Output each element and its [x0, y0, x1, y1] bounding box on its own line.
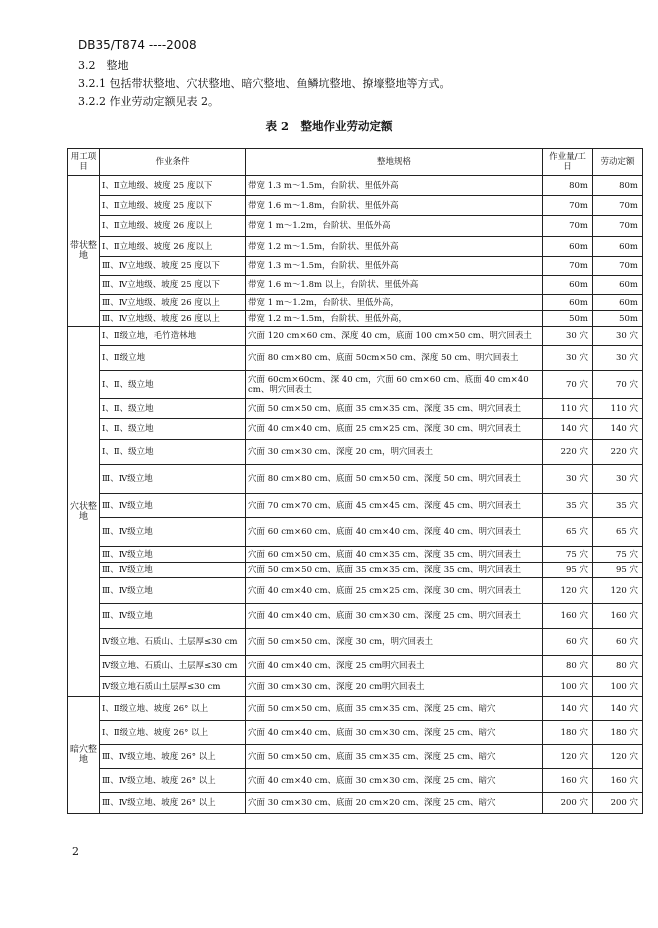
labor-quota-cell: 140 穴 — [593, 697, 643, 721]
labor-quota-cell: 60m — [593, 295, 643, 311]
column-header: 作业条件 — [100, 149, 246, 176]
labor-quota-cell: 120 穴 — [593, 745, 643, 769]
section-paragraph-2: 3.2.2 作业劳动定额见表 2。 — [78, 95, 219, 108]
condition-cell: Ⅲ、Ⅳ级立地 — [100, 465, 246, 494]
daily-amount-cell: 95 穴 — [543, 563, 593, 578]
specification-cell: 穴面 80 cm×80 cm、底面 50 cm×50 cm、深度 50 cm、明穴回表土 — [246, 465, 543, 494]
labor-quota-cell: 220 穴 — [593, 440, 643, 465]
table-row — [68, 327, 643, 346]
section-heading: 3.2 整地 — [78, 59, 129, 72]
daily-amount-cell: 160 穴 — [543, 604, 593, 629]
table-row — [68, 629, 643, 656]
specification-cell: 穴面 40 cm×40 cm、底面 25 cm×25 cm、深度 30 cm、明穴回表土 — [246, 419, 543, 440]
page-number: 2 — [72, 845, 79, 858]
labor-quota-cell: 60m — [593, 237, 643, 257]
condition-cell: Ⅲ、Ⅳ级立地 — [100, 494, 246, 518]
table-row — [68, 257, 643, 276]
table-row — [68, 440, 643, 465]
specification-cell: 带宽 1.2 m～1.5m，台阶状、里低外高 — [246, 237, 543, 257]
daily-amount-cell: 35 穴 — [543, 494, 593, 518]
daily-amount-cell: 30 穴 — [543, 346, 593, 371]
column-header: 劳动定额 — [593, 149, 643, 176]
labor-quota-cell: 30 穴 — [593, 465, 643, 494]
condition-cell: Ⅰ、Ⅱ立地级、坡度 26 度以上 — [100, 237, 246, 257]
specification-cell: 穴面 40 cm×40 cm、底面 30 cm×30 cm、深度 25 cm、暗穴 — [246, 721, 543, 745]
table-row — [68, 697, 643, 721]
condition-cell: Ⅰ、Ⅱ立地级、坡度 26 度以上 — [100, 216, 246, 237]
condition-cell: Ⅲ、Ⅳ级立地、坡度 26° 以上 — [100, 793, 246, 814]
labor-quota-cell: 110 穴 — [593, 399, 643, 419]
specification-cell: 穴面 50 cm×50 cm、底面 35 cm×35 cm、深度 25 cm、暗穴 — [246, 697, 543, 721]
labor-quota-cell: 95 穴 — [593, 563, 643, 578]
daily-amount-cell: 70m — [543, 216, 593, 237]
daily-amount-cell: 120 穴 — [543, 578, 593, 604]
table-row — [68, 276, 643, 295]
daily-amount-cell: 220 穴 — [543, 440, 593, 465]
daily-amount-cell: 30 穴 — [543, 327, 593, 346]
daily-amount-cell: 100 穴 — [543, 677, 593, 697]
labor-quota-cell: 60 穴 — [593, 629, 643, 656]
specification-cell: 穴面 60cm×60cm、深 40 cm，穴面 60 cm×60 cm、底面 40 cm×40 cm、明穴回表土 — [246, 371, 543, 399]
section-paragraph-1: 3.2.1 包括带状整地、穴状整地、暗穴整地、鱼鳞坑整地、撩壕整地等方式。 — [78, 77, 451, 90]
table-row — [68, 518, 643, 547]
condition-cell: Ⅰ、Ⅱ、级立地 — [100, 399, 246, 419]
column-header: 用工项目 — [68, 149, 100, 176]
daily-amount-cell: 140 穴 — [543, 419, 593, 440]
condition-cell: Ⅲ、Ⅳ级立地 — [100, 547, 246, 563]
table-row — [68, 346, 643, 371]
condition-cell: Ⅰ、Ⅱ、级立地 — [100, 371, 246, 399]
daily-amount-cell: 200 穴 — [543, 793, 593, 814]
condition-cell: Ⅲ、Ⅳ级立地 — [100, 563, 246, 578]
daily-amount-cell: 60m — [543, 295, 593, 311]
column-header: 作业量/工日 — [543, 149, 593, 176]
table-row — [68, 721, 643, 745]
labor-quota-cell: 70m — [593, 257, 643, 276]
specification-cell: 穴面 30 cm×30 cm、深度 20 cm明穴回表土 — [246, 677, 543, 697]
table-row — [68, 578, 643, 604]
daily-amount-cell: 75 穴 — [543, 547, 593, 563]
table-row — [68, 311, 643, 327]
condition-cell: Ⅲ、Ⅳ级立地 — [100, 604, 246, 629]
specification-cell: 穴面 40 cm×40 cm、底面 30 cm×30 cm、深度 25 cm、明穴回表土 — [246, 604, 543, 629]
table-row — [68, 465, 643, 494]
condition-cell: Ⅲ、Ⅳ级立地 — [100, 518, 246, 547]
condition-cell: Ⅰ、Ⅱ级立地，毛竹造林地 — [100, 327, 246, 346]
specification-cell: 带宽 1.2 m～1.5m，台阶状、里低外高， — [246, 311, 543, 327]
specification-cell: 穴面 50 cm×50 cm、底面 35 cm×35 cm、深度 25 cm、暗穴 — [246, 745, 543, 769]
labor-quota-cell: 70m — [593, 196, 643, 216]
table-title: 表 2 整地作业劳动定额 — [265, 119, 393, 133]
condition-cell: Ⅲ、Ⅳ立地级、坡度 26 度以上 — [100, 311, 246, 327]
specification-cell: 带宽 1.6 m～1.8m，台阶状、里低外高 — [246, 196, 543, 216]
specification-cell: 穴面 50 cm×50 cm、深度 30 cm，明穴回表土 — [246, 629, 543, 656]
specification-cell: 穴面 40 cm×40 cm、底面 30 cm×30 cm、深度 25 cm、暗穴 — [246, 769, 543, 793]
condition-cell: Ⅰ、Ⅱ、级立地 — [100, 440, 246, 465]
table-row — [68, 745, 643, 769]
specification-cell: 带宽 1 m～1.2m，台阶状、里低外高， — [246, 295, 543, 311]
daily-amount-cell: 120 穴 — [543, 745, 593, 769]
condition-cell: Ⅰ、Ⅱ级立地、坡度 26° 以上 — [100, 697, 246, 721]
table-row — [68, 563, 643, 578]
condition-cell: Ⅳ级立地石质山土层厚≤30 cm — [100, 677, 246, 697]
condition-cell: Ⅳ级立地、石质山、土层厚≤30 cm — [100, 629, 246, 656]
daily-amount-cell: 160 穴 — [543, 769, 593, 793]
table-row — [68, 547, 643, 563]
table-row — [68, 677, 643, 697]
specification-cell: 穴面 30 cm×30 cm、深度 20 cm，明穴回表土 — [246, 440, 543, 465]
labor-quota-cell: 200 穴 — [593, 793, 643, 814]
specification-cell: 穴面 80 cm×80 cm、底面 50cm×50 cm、深度 50 cm、明穴回表土 — [246, 346, 543, 371]
condition-cell: Ⅲ、Ⅳ级立地、坡度 26° 以上 — [100, 769, 246, 793]
daily-amount-cell: 110 穴 — [543, 399, 593, 419]
work-category-cell: 带状整地 — [68, 176, 100, 327]
labor-quota-cell: 30 穴 — [593, 327, 643, 346]
specification-cell: 穴面 40 cm×40 cm、底面 25 cm×25 cm、深度 30 cm、明穴回表土 — [246, 578, 543, 604]
labor-quota-cell: 120 穴 — [593, 578, 643, 604]
condition-cell: Ⅲ、Ⅳ立地级、坡度 25 度以下 — [100, 276, 246, 295]
condition-cell: Ⅲ、Ⅳ立地级、坡度 26 度以上 — [100, 295, 246, 311]
labor-quota-cell: 160 穴 — [593, 769, 643, 793]
daily-amount-cell: 80m — [543, 176, 593, 196]
labor-quota-cell: 35 穴 — [593, 494, 643, 518]
labor-quota-cell: 80m — [593, 176, 643, 196]
table-row — [68, 604, 643, 629]
labor-quota-cell: 30 穴 — [593, 346, 643, 371]
labor-quota-cell: 160 穴 — [593, 604, 643, 629]
specification-cell: 穴面 40 cm×40 cm、深度 25 cm明穴回表土 — [246, 656, 543, 677]
table-row — [68, 237, 643, 257]
daily-amount-cell: 60m — [543, 237, 593, 257]
labor-quota-cell: 75 穴 — [593, 547, 643, 563]
specification-cell: 带宽 1 m～1.2m，台阶状、里低外高 — [246, 216, 543, 237]
table-row — [68, 176, 643, 196]
condition-cell: Ⅰ、Ⅱ、级立地 — [100, 419, 246, 440]
column-header: 整地规格 — [246, 149, 543, 176]
condition-cell: Ⅲ、Ⅳ级立地 — [100, 578, 246, 604]
daily-amount-cell: 60 穴 — [543, 629, 593, 656]
document-code: DB35/T874 ----2008 — [78, 38, 197, 52]
specification-cell: 穴面 70 cm×70 cm、底面 45 cm×45 cm、深度 45 cm、明穴回表土 — [246, 494, 543, 518]
specification-cell: 带宽 1.3 m～1.5m，台阶状、里低外高 — [246, 257, 543, 276]
table-row — [68, 494, 643, 518]
condition-cell: Ⅲ、Ⅳ级立地、坡度 26° 以上 — [100, 745, 246, 769]
table-row — [68, 216, 643, 237]
specification-cell: 带宽 1.3 m～1.5m，台阶状、里低外高 — [246, 176, 543, 196]
condition-cell: Ⅳ级立地、石质山、土层厚≤30 cm — [100, 656, 246, 677]
specification-cell: 带宽 1.6 m～1.8m 以上，台阶状、里低外高 — [246, 276, 543, 295]
labor-quota-cell: 180 穴 — [593, 721, 643, 745]
labor-quota-cell: 65 穴 — [593, 518, 643, 547]
table-row — [68, 371, 643, 399]
specification-cell: 穴面 50 cm×50 cm、底面 35 cm×35 cm、深度 35 cm、明穴回表土 — [246, 399, 543, 419]
daily-amount-cell: 180 穴 — [543, 721, 593, 745]
condition-cell: Ⅰ、Ⅱ级立地、坡度 26° 以上 — [100, 721, 246, 745]
specification-cell: 穴面 60 cm×50 cm、底面 40 cm×35 cm、深度 35 cm、明穴回表土 — [246, 547, 543, 563]
condition-cell: Ⅰ、Ⅱ立地级、坡度 25 度以下 — [100, 196, 246, 216]
specification-cell: 穴面 120 cm×60 cm、深度 40 cm，底面 100 cm×50 cm、明穴回表土 — [246, 327, 543, 346]
daily-amount-cell: 70 穴 — [543, 371, 593, 399]
table-row — [68, 196, 643, 216]
daily-amount-cell: 70m — [543, 196, 593, 216]
labor-quota-cell: 80 穴 — [593, 656, 643, 677]
table-body — [68, 176, 643, 814]
daily-amount-cell: 50m — [543, 311, 593, 327]
labor-quota-cell: 70 穴 — [593, 371, 643, 399]
condition-cell: Ⅰ、Ⅱ立地级、坡度 25 度以下 — [100, 176, 246, 196]
specification-cell: 穴面 60 cm×60 cm、底面 40 cm×40 cm、深度 40 cm、明穴回表土 — [246, 518, 543, 547]
labor-quota-cell: 50m — [593, 311, 643, 327]
condition-cell: Ⅲ、Ⅳ立地级、坡度 25 度以下 — [100, 257, 246, 276]
table-row — [68, 793, 643, 814]
table-row — [68, 419, 643, 440]
table-row — [68, 399, 643, 419]
daily-amount-cell: 140 穴 — [543, 697, 593, 721]
labor-quota-cell: 60m — [593, 276, 643, 295]
specification-cell: 穴面 30 cm×30 cm、底面 20 cm×20 cm、深度 25 cm、暗穴 — [246, 793, 543, 814]
table-row — [68, 295, 643, 311]
labor-quota-table — [67, 148, 643, 814]
table-row — [68, 656, 643, 677]
daily-amount-cell: 80 穴 — [543, 656, 593, 677]
daily-amount-cell: 70m — [543, 257, 593, 276]
table-row — [68, 769, 643, 793]
condition-cell: Ⅰ、Ⅱ级立地 — [100, 346, 246, 371]
daily-amount-cell: 65 穴 — [543, 518, 593, 547]
work-category-cell: 暗穴整地 — [68, 697, 100, 814]
specification-cell: 穴面 50 cm×50 cm、底面 35 cm×35 cm、深度 35 cm、明穴回表土 — [246, 563, 543, 578]
daily-amount-cell: 30 穴 — [543, 465, 593, 494]
daily-amount-cell: 60m — [543, 276, 593, 295]
labor-quota-cell: 140 穴 — [593, 419, 643, 440]
labor-quota-cell: 100 穴 — [593, 677, 643, 697]
work-category-cell: 穴状整地 — [68, 327, 100, 697]
labor-quota-cell: 70m — [593, 216, 643, 237]
